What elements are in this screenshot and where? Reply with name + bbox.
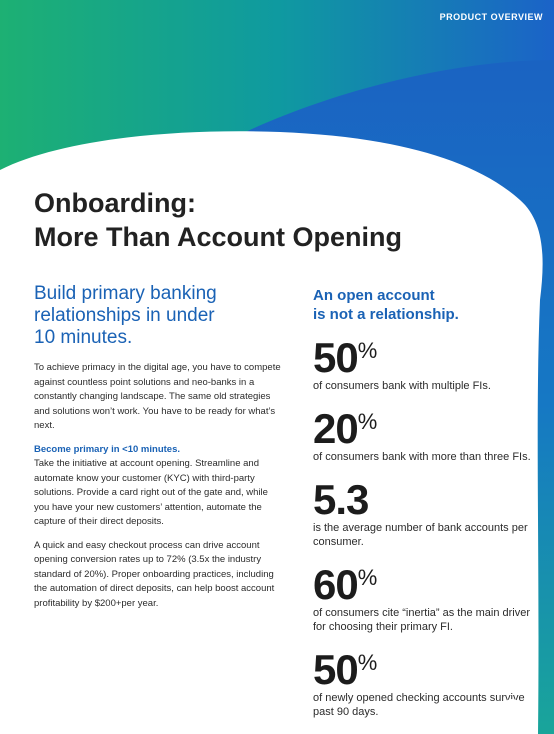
primacy-text: Take the initiative at account opening. Streamline and automate know your customer (KYC) with third-party solutions. Provide a card right out of the gate and, while you have your new customers’ attention, automate the capture of their direct deposits.	[34, 458, 268, 527]
subhead-line-2: relationships in under	[34, 305, 215, 326]
title-line-2: More Than Account Opening	[34, 222, 402, 252]
intro-paragraph: To achieve primacy in the digital age, you have to compete against countless point solutions and neo-banks in a constantly changing landscape. The same old strategies and solutions won’t work. You have to be ready for what’s next.	[34, 362, 281, 431]
stat-item	[313, 332, 533, 393]
intro-column	[34, 283, 284, 620]
primacy-paragraph	[34, 443, 284, 530]
stat-item	[313, 559, 533, 634]
stat-value: 60%	[313, 561, 378, 608]
subhead-line-3: 10 minutes.	[34, 327, 133, 348]
stat-description: is the average number of bank accounts per consumer.	[313, 522, 528, 548]
stat-item	[313, 644, 533, 719]
q2-logo-icon	[502, 698, 540, 720]
stat-description: of consumers bank with more than three FIs.	[313, 451, 531, 463]
stat-description: of consumers cite “inertia” as the main driver for choosing their primary FI.	[313, 607, 531, 633]
primacy-heading: Become primary in <10 minutes.	[34, 443, 180, 455]
stat-value: 20%	[313, 405, 378, 452]
stat-item	[313, 403, 533, 464]
product-overview-label: PRODUCT OVERVIEW	[439, 12, 543, 22]
stat-value: 5.3	[313, 476, 369, 523]
stat-value: 50%	[313, 334, 378, 381]
stat-item	[313, 474, 533, 549]
stats-column	[313, 286, 533, 729]
page-title	[34, 186, 402, 254]
stat-description: of consumers bank with multiple FIs.	[313, 380, 491, 392]
stats-heading-line-1: An open account	[313, 287, 435, 304]
stats-heading-line-2: is not a relationship.	[313, 306, 459, 323]
stat-value: 50%	[313, 646, 378, 693]
title-line-1: Onboarding:	[34, 188, 196, 218]
intro-subhead	[34, 283, 284, 349]
subhead-line-1: Build primary banking	[34, 283, 217, 304]
stats-heading	[313, 286, 533, 324]
stat-description: of newly opened checking accounts survive past 90 days.	[313, 692, 525, 718]
conversion-paragraph: A quick and easy checkout process can drive account opening conversion rates up to 72% (3.5x the industry standard of 20%). Proper onboarding practices, including the automation of direct deposits, can help boost account profitability by $200+per year.	[34, 539, 275, 609]
